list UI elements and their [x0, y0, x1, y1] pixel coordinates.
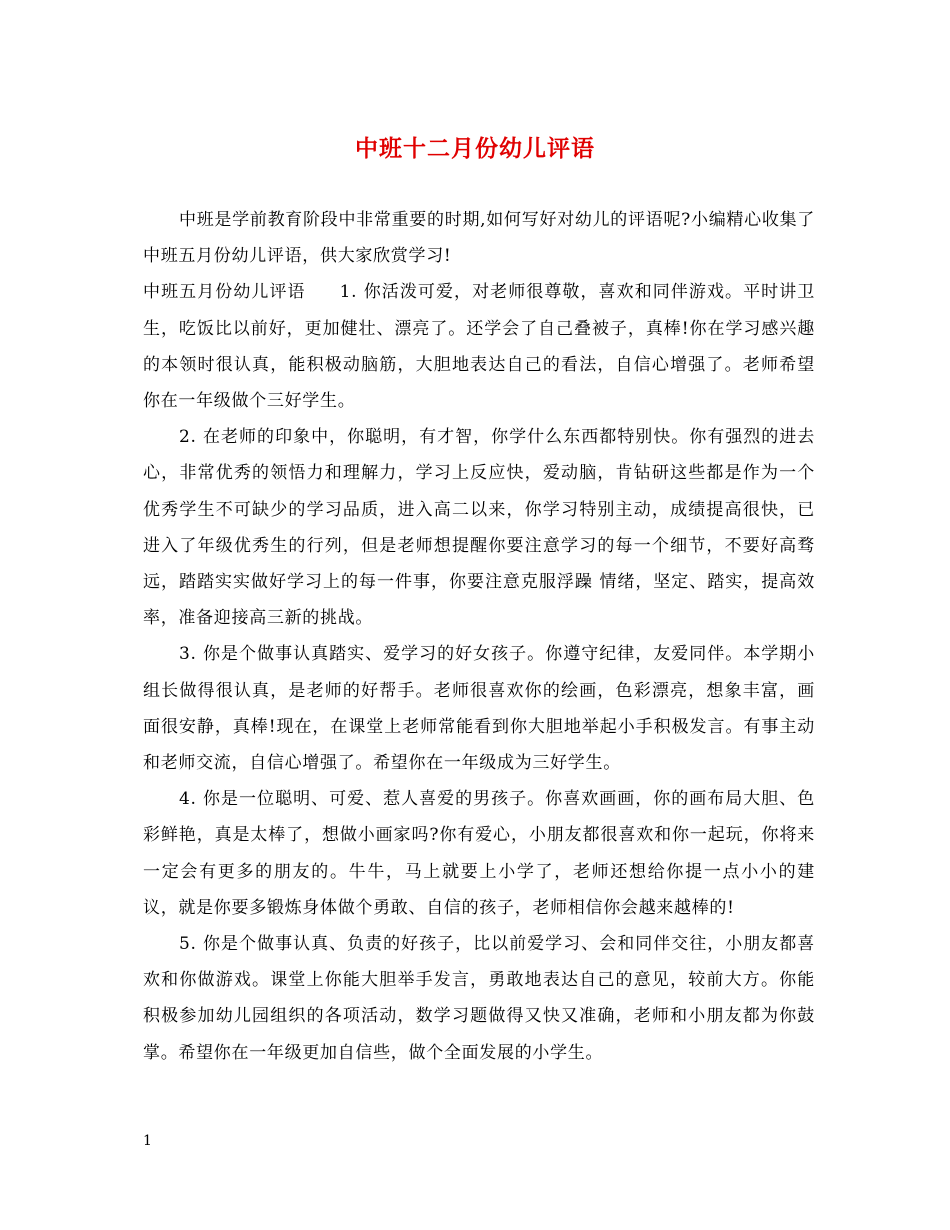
document-body: [143, 202, 815, 1071]
entry-3-paragraph: 3. 你是个做事认真踏实、爱学习的好女孩子。你遵守纪律，友爱同伴。本学期小组长做得很认真，是老师的好帮手。老师很喜欢你的绘画，色彩漂亮，想象丰富，画面很安静，真棒!现在，在课堂上老师常能看到你大胆地举起小手积极发言。有事主动和老师交流，自信心增强了。希望你在一年级成为三好学生。: [143, 644, 815, 774]
first-entry-paragraph: [143, 274, 815, 419]
subheading: 中班五月份幼儿评语: [143, 282, 306, 303]
intro-paragraph: 中班是学前教育阶段中非常重要的时期,如何写好对幼儿的评语呢?小编精心收集了中班五月份幼儿评语，供大家欣赏学习!: [143, 210, 815, 267]
document-title: 中班十二月份幼儿评语: [355, 135, 595, 162]
entry-1-text: 1. 你活泼可爱，对老师很尊敬，喜欢和同伴游戏。平时讲卫生，吃饭比以前好，更加健壮、漂亮了。还学会了自己叠被子，真棒!你在学习感兴趣的本领时很认真，能积极动脑筋，大胆地表达自己的看法，自信心增强了。老师希望你在一年级做个三好学生。: [143, 282, 815, 412]
page-number: 1: [143, 1133, 152, 1149]
entry-5-paragraph: 5. 你是个做事认真、负责的好孩子，比以前爱学习、会和同伴交往，小朋友都喜欢和你做游戏。课堂上你能大胆举手发言，勇敢地表达自己的意见，较前大方。你能积极参加幼儿园组织的各项活动，数学习题做得又快又准确，老师和小朋友都为你鼓掌。希望你在一年级更加自信些，做个全面发展的小学生。: [143, 934, 815, 1063]
entry-4-paragraph: 4. 你是一位聪明、可爱、惹人喜爱的男孩子。你喜欢画画，你的画布局大胆、色彩鲜艳，真是太棒了，想做小画家吗?你有爱心，小朋友都很喜欢和你一起玩，你将来一定会有更多的朋友的。牛牛，马上就要上小学了，老师还想给你提一点小小的建议，就是你要多锻炼身体做个勇敢、自信的孩子，老师相信你会越来越棒的!: [143, 789, 815, 918]
entry-2-paragraph: 2. 在老师的印象中，你聪明，有才智，你学什么东西都特别快。你有强烈的进去心，非常优秀的领悟力和理解力，学习上反应快，爱动脑，肯钻研这些都是作为一个优秀学生不可缺少的学习品质，进入高二以来，你学习特别主动，成绩提高很快，已进入了年级优秀生的行列，但是老师想提醒你要注意学习的每一个细节，不要好高骛远，踏踏实实做好学习上的每一件事，你要注意克服浮躁 情绪，坚定、踏实，提高效率，准备迎接高三新的挑战。: [143, 427, 815, 629]
